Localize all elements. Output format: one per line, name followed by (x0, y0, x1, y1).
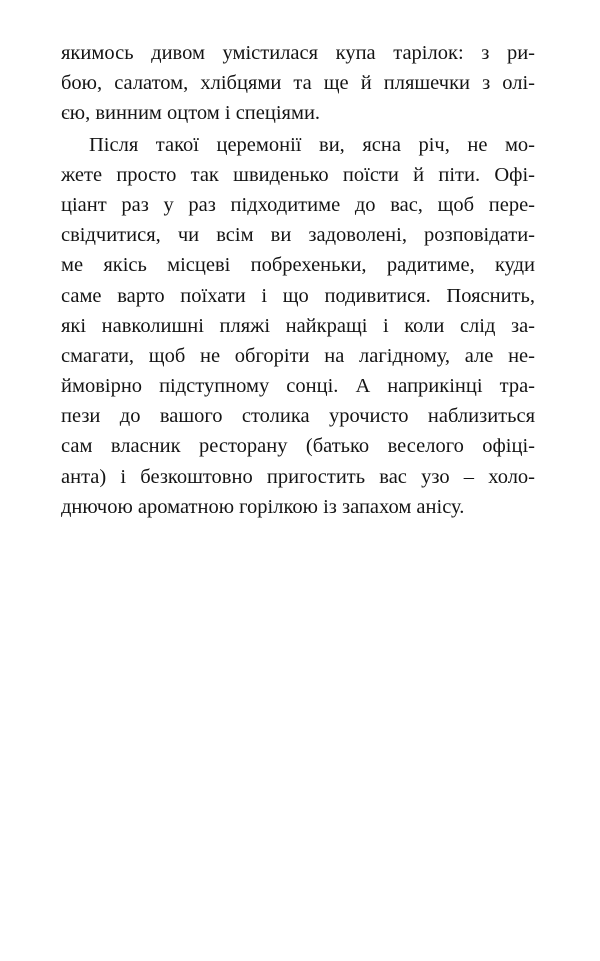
text-line: якимось дивом умістилася купа тарілок: з ри- (61, 42, 535, 64)
text-line: бою, салатом, хлібцями та ще й пляшечки з олі- (61, 72, 535, 95)
text-line: свідчитися, чи всім ви задоволені, розповідати- (61, 224, 535, 247)
text-line: пези до вашого столика урочисто наблизиться (61, 405, 535, 428)
text-line: ме якісь місцеві побрехеньки, радитиме, куди (61, 254, 535, 277)
text-line: які навколишні пляжі найкращі і коли слід за- (61, 314, 535, 337)
text-line: ймовірно підступному сонці. А наприкінці тра- (61, 375, 535, 398)
text-line: саме варто поїхати і що подивитися. Пояснить, (61, 284, 535, 307)
text-line: смагати, щоб не обгоріти на лагідному, але не- (61, 344, 535, 367)
text-line: жете просто так швиденько поїсти й піти. Офі- (61, 163, 535, 186)
body-text (61, 38, 535, 522)
paragraph-1 (61, 38, 535, 129)
text-line: ціант раз у раз підходитиме до вас, щоб пере- (61, 193, 535, 216)
paragraph-2 (61, 130, 535, 522)
text-line: сам власник ресторану (батько веселого офіці- (61, 435, 535, 458)
text-line: днючою ароматною горілкою із запахом анісу. (61, 495, 465, 518)
text-line: Після такої церемонії ви, ясна річ, не мо- (89, 133, 535, 156)
text-line: анта) і безкоштовно пригостить вас узо – холо- (61, 465, 535, 488)
text-line: єю, винним оцтом і спеціями. (61, 102, 321, 125)
